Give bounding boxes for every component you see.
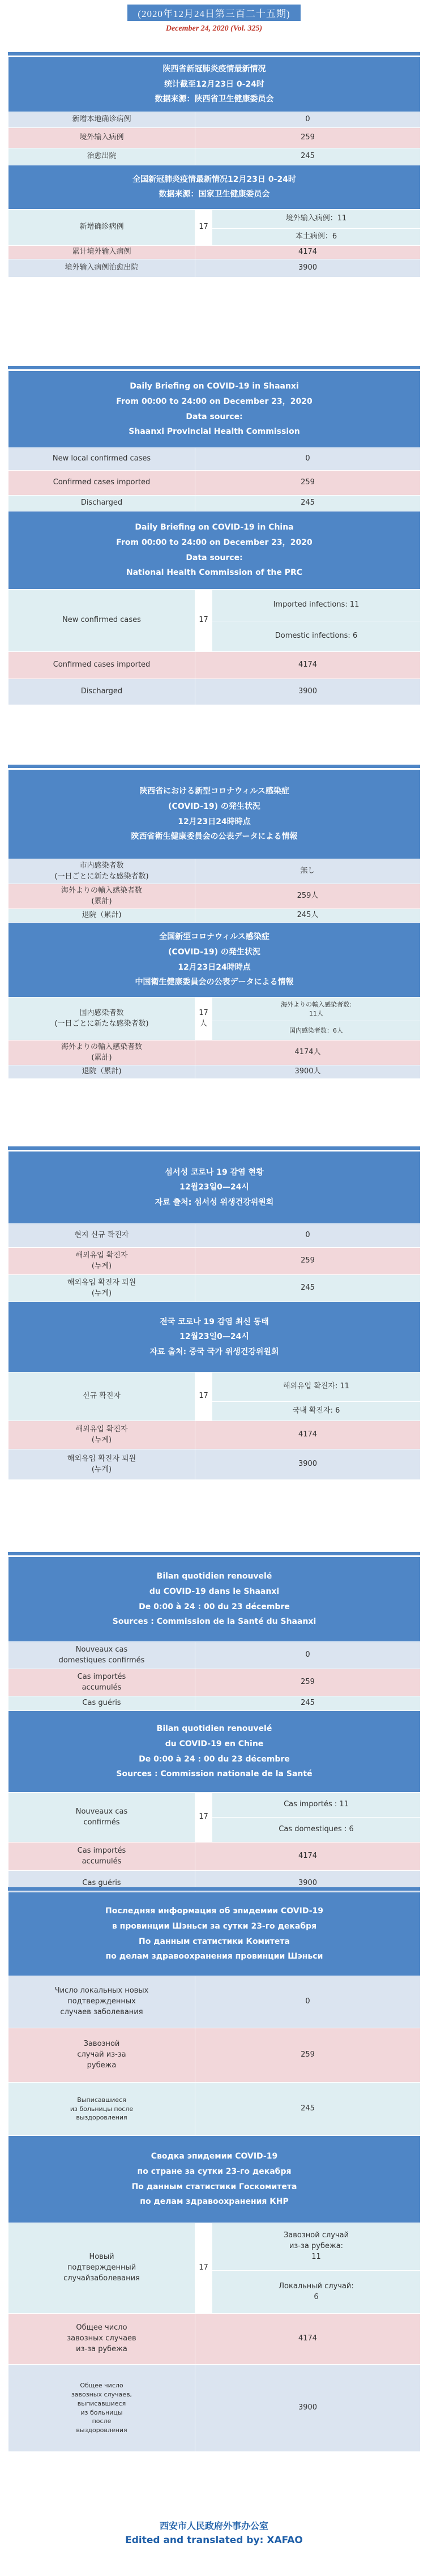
zh-shaanxi-row-label: 境外输入病例 (8, 127, 195, 148)
ko-national-domestic: 국내 확진자: 6 (212, 1402, 421, 1421)
ru-shaanxi-row-label: Завозной случай из-за рубежа (8, 2028, 195, 2083)
issue-date: December 24, 2020 (Vol. 325) (165, 24, 263, 33)
table-row (8, 2028, 421, 2083)
zh-shaanxi-row-value: 259 (195, 127, 421, 148)
table-row (8, 1793, 421, 1818)
zh-shaanxi-row-value: 0 (195, 112, 421, 127)
fr-national-row-value: 3900 (195, 1871, 421, 1897)
zh-national-row-value: 4174 (195, 245, 421, 259)
table-row (8, 652, 421, 679)
zh-national-new-value: 17 (195, 209, 212, 245)
en-shaanxi-row-value: 0 (195, 448, 421, 471)
ja-national-row-label: 退院（累計) (8, 1065, 195, 1079)
table-row (8, 112, 421, 127)
footer-office: 西安市人民政府外事办公室 (159, 2520, 268, 2531)
ko-section-divider (8, 1146, 420, 1150)
table-row (8, 1065, 421, 1079)
zh-national-imported: 境外输入病例：11 (212, 209, 421, 228)
ko-shaanxi-row-value: 0 (195, 1224, 421, 1248)
table-row (8, 259, 421, 277)
en-national-new-label: New confirmed cases (8, 590, 195, 652)
zh-national-row-label: 境外输入病例治愈出院 (8, 259, 195, 277)
ru-national-row-value: 4174 (195, 2314, 421, 2365)
ja-shaanxi-title: 陝西省における新型コロナウィルス感染症 (COVID-19) の発生状況 12月23日24時時点 陝西省衛生健康委員会の公表データによる情報 (8, 770, 421, 859)
ru-shaanxi-row-label: Выписавшиеся из больницы после выздоровления (8, 2083, 195, 2136)
table-row (8, 1976, 421, 2028)
ru-national-title: Сводка эпидемии COVID-19 по стране за сутки 23-го декабря По данным статистики Госкомитета по делам здравоохранения КНР (8, 2136, 421, 2223)
ko-national-title: 전국 코로나 19 감염 최신 동태 12월23일0—24시 자료 출처: 중국 국가 위생건강위원회 (8, 1302, 421, 1372)
table-row (8, 1421, 421, 1449)
fr-national-row-label: Cas importés accumulés (8, 1843, 195, 1871)
ru-national-row-label: Общее число завозных случаев, выписавшиеся из больницы после выздоровления (8, 2365, 195, 2452)
en-national-row-label: Confirmed cases imported (8, 652, 195, 679)
ko-national-row-value: 4174 (195, 1421, 421, 1449)
ru-section-divider (8, 1887, 420, 1891)
en-national-new-value: 17 (195, 590, 212, 652)
table-row (8, 471, 421, 496)
ja-national-imported: 海外よりの輸入感染者数: 11人 (212, 997, 421, 1021)
zh-shaanxi-title: 陕西省新冠肺炎疫情最新情况 统计截至12月23日 0-24时 数据来源：陕西省卫生健康委员会 (8, 57, 421, 112)
ko-national-new-value: 17 (195, 1372, 212, 1421)
en-section (8, 370, 420, 705)
ru-section (8, 1892, 420, 2452)
fr-section (8, 1556, 420, 1897)
fr-shaanxi-row-label: Nouveaux cas domestiques confirmés (8, 1642, 195, 1669)
table-row (8, 1843, 421, 1871)
ja-national-row-value: 3900人 (195, 1065, 421, 1079)
ko-national-new-label: 신규 확진자 (8, 1372, 195, 1421)
ko-section (8, 1151, 420, 1480)
table-row (8, 909, 421, 923)
ru-shaanxi-row-label: Число локальных новых подтвержденных случаев заболевания (8, 1976, 195, 2028)
fr-national-domestic: Cas domestiques : 6 (212, 1818, 421, 1843)
zh-national-new-label: 新增确诊病例 (8, 209, 195, 245)
ja-shaanxi-row-label: 退院（累計) (8, 909, 195, 923)
ko-shaanxi-title: 섬서성 코로나 19 감염 현황 12월23일0—24시 자료 출처: 섬서성 위생건강위원회 (8, 1151, 421, 1224)
table-row (8, 448, 421, 471)
table-row (8, 2365, 421, 2452)
fr-shaanxi-row-label: Cas guéris (8, 1696, 195, 1711)
en-shaanxi-row-label: Discharged (8, 496, 195, 511)
table-row (8, 1275, 421, 1302)
zh-national-row-value: 3900 (195, 259, 421, 277)
fr-shaanxi-row-value: 259 (195, 1669, 421, 1696)
table-row (8, 997, 421, 1021)
ru-national-new-value: 17 (195, 2223, 212, 2314)
en-national-title: Daily Briefing on COVID-19 in China From 00:00 to 24:00 on December 23，2020 Data source: National Health Commission of the PRC (8, 511, 421, 590)
fr-national-imported: Cas importés : 11 (212, 1793, 421, 1818)
table-row (8, 884, 421, 909)
ko-shaanxi-row-value: 245 (195, 1275, 421, 1302)
table-row (8, 496, 421, 511)
ja-national-new-value: 17人 (195, 997, 212, 1040)
ru-national-row-label: Общее число завозных случаев из-за рубежа (8, 2314, 195, 2365)
en-section-divider (8, 366, 420, 369)
en-shaanxi-title: Daily Briefing on COVID-19 in Shaanxi From 00:00 to 24:00 on December 23，2020 Data source: Shaanxi Provincial Health Commission (8, 371, 421, 448)
ko-national-imported: 해외유입 확진자: 11 (212, 1372, 421, 1402)
table-row (8, 2223, 421, 2271)
table-row (8, 1040, 421, 1065)
en-national-row-value: 3900 (195, 679, 421, 705)
ja-national-row-label: 海外よりの輸入感染者数 (累計) (8, 1040, 195, 1065)
ru-national-domestic: Локальный случай: 6 (212, 2271, 421, 2314)
fr-shaanxi-row-label: Cas importés accumulés (8, 1669, 195, 1696)
en-shaanxi-row-label: Confirmed cases imported (8, 471, 195, 496)
zh-national-row-label: 累计境外输入病例 (8, 245, 195, 259)
ko-national-row-value: 3900 (195, 1449, 421, 1480)
en-national-imported: Imported infections: 11 (212, 590, 421, 621)
ja-shaanxi-row-value: 245人 (195, 909, 421, 923)
fr-national-title: Bilan quotidien renouvelé du COVID-19 en Chine De 0:00 à 24 : 00 du 23 décembre Sources : Commission nationale de la Santé (8, 1711, 421, 1793)
ko-shaanxi-row-label: 해외유입 확진자 (누계) (8, 1248, 195, 1275)
ko-national-row-label: 해외유입 확진자 (누계) (8, 1421, 195, 1449)
fr-national-new-label: Nouveaux cas confirmés (8, 1793, 195, 1843)
table-row (8, 1449, 421, 1480)
en-shaanxi-row-label: New local confirmed cases (8, 448, 195, 471)
footer-credit: Edited and translated by: XAFAO (125, 2535, 303, 2546)
issue-header (0, 0, 428, 33)
zh-section (8, 57, 420, 278)
en-shaanxi-row-value: 259 (195, 471, 421, 496)
fr-shaanxi-row-value: 0 (195, 1642, 421, 1669)
footer (0, 2519, 428, 2548)
ru-shaanxi-row-value: 0 (195, 1976, 421, 2028)
ja-shaanxi-row-value: 259人 (195, 884, 421, 909)
zh-shaanxi-row-label: 治愈出院 (8, 148, 195, 165)
fr-national-row-label: Cas guéris (8, 1871, 195, 1897)
ja-section (8, 769, 420, 1079)
ru-shaanxi-row-value: 259 (195, 2028, 421, 2083)
zh-section-divider (8, 52, 420, 56)
ru-shaanxi-title: Последняя информация об эпидемии COVID-19 в провинции Шэньси за сутки 23-го декабря По данным статистики Комитета по делам здравоохранения провинции Шэньси (8, 1892, 421, 1976)
table-row (8, 245, 421, 259)
en-shaanxi-row-value: 245 (195, 496, 421, 511)
ru-shaanxi-row-value: 245 (195, 2083, 421, 2136)
ko-shaanxi-row-value: 259 (195, 1248, 421, 1275)
table-row (8, 1669, 421, 1696)
ja-shaanxi-row-label: 海外よりの輸入感染者数 (累計) (8, 884, 195, 909)
ko-national-row-label: 해외유입 확진자 퇴원 (누계) (8, 1449, 195, 1480)
fr-shaanxi-title: Bilan quotidien renouvelé du COVID-19 dans le Shaanxi De 0:00 à 24 : 00 du 23 décembre Sources : Commission de la Santé du Shaanxi (8, 1557, 421, 1642)
table-row (8, 590, 421, 621)
table-row (8, 148, 421, 165)
table-row (8, 1248, 421, 1275)
ja-shaanxi-row-label: 市内感染者数 (一日ごとに新たな感染者数) (8, 859, 195, 884)
en-national-domestic: Domestic infections: 6 (212, 621, 421, 652)
ru-national-imported: Завозной случай из-за рубежа: 11 (212, 2223, 421, 2271)
table-row (8, 859, 421, 884)
en-national-row-label: Discharged (8, 679, 195, 705)
table-row (8, 679, 421, 705)
issue-title: (2020年12月24日第三百二十五期) (127, 5, 300, 21)
table-row (8, 2083, 421, 2136)
fr-section-divider (8, 1552, 420, 1555)
ja-national-domestic: 国内感染者数：6人 (212, 1021, 421, 1040)
table-row (8, 1224, 421, 1248)
ja-national-row-value: 4174人 (195, 1040, 421, 1065)
zh-shaanxi-row-value: 245 (195, 148, 421, 165)
ko-shaanxi-row-label: 현지 신규 확진자 (8, 1224, 195, 1248)
fr-national-new-value: 17 (195, 1793, 212, 1843)
ja-national-title: 全国新型コロナウィルス感染症 (COVID-19) の発生状況 12月23日24時時点 中国衛生健康委員会の公表データによる情報 (8, 923, 421, 997)
zh-shaanxi-row-label: 新增本地确诊病例 (8, 112, 195, 127)
ja-shaanxi-row-value: 無し (195, 859, 421, 884)
table-row (8, 1642, 421, 1669)
ru-national-new-label: Новый подтвержденный случайзаболевания (8, 2223, 195, 2314)
fr-shaanxi-row-value: 245 (195, 1696, 421, 1711)
zh-national-domestic: 本土病例：6 (212, 228, 421, 245)
ja-national-new-label: 国内感染者数 (一日ごとに新たな感染者数) (8, 997, 195, 1040)
zh-national-title: 全国新冠肺炎疫情最新情况12月23日 0-24时 数据来源：国家卫生健康委员会 (8, 165, 421, 209)
table-row (8, 1696, 421, 1711)
fr-national-row-value: 4174 (195, 1843, 421, 1871)
table-row (8, 209, 421, 228)
ko-shaanxi-row-label: 해외유입 확진자 퇴원 (누계) (8, 1275, 195, 1302)
table-row (8, 1372, 421, 1402)
table-row (8, 127, 421, 148)
table-row (8, 2314, 421, 2365)
ja-section-divider (8, 765, 420, 768)
en-national-row-value: 4174 (195, 652, 421, 679)
ru-national-row-value: 3900 (195, 2365, 421, 2452)
